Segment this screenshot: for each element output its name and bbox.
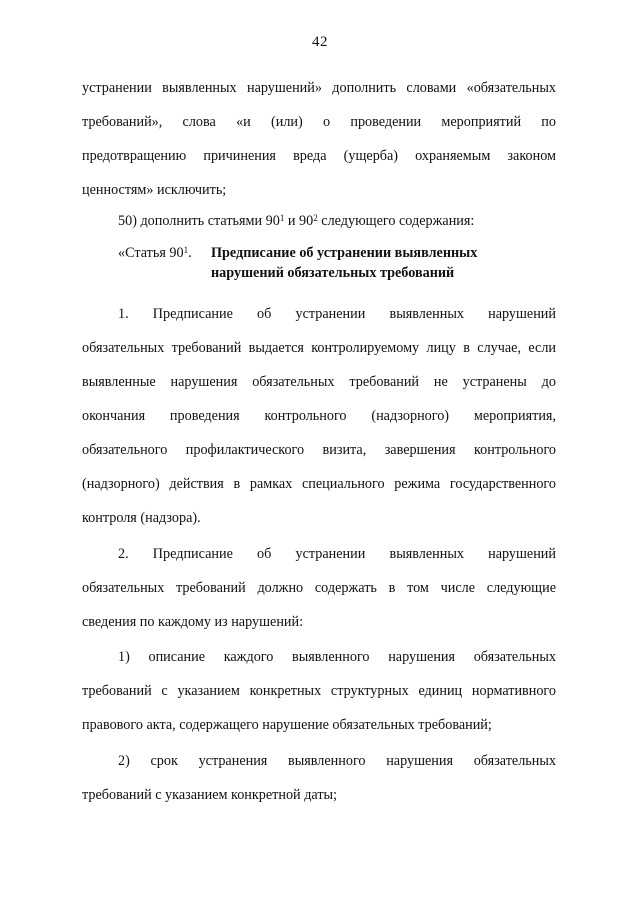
text-line: устранении выявленных нарушений» дополнить словами «обязательных xyxy=(82,80,556,96)
text-line: 1) описание каждого выявленного нарушения обязательных xyxy=(118,649,556,665)
superscript: 1 xyxy=(183,245,189,255)
text-line: правового акта, содержащего нарушение обязательных требований; xyxy=(82,717,492,733)
text-line: выявленные нарушения обязательных требований не устранены до xyxy=(82,374,556,390)
text-line: (надзорного) действия в рамках специального режима государственного xyxy=(82,476,556,492)
text-fragment: 50) дополнить статьями 90 xyxy=(118,213,280,229)
text-line: 1. Предписание об устранении выявленных нарушений xyxy=(118,306,556,322)
text-line: обязательного профилактического визита, завершения контрольного xyxy=(82,442,556,458)
text-line: 2. Предписание об устранении выявленных нарушений xyxy=(118,546,556,562)
text-line: контроля (надзора). xyxy=(82,510,201,526)
text-line: требований с указанием конкретной даты; xyxy=(82,787,338,803)
text-line: сведения по каждому из нарушений: xyxy=(82,614,304,630)
text-line: требований с указанием конкретных структурных единиц нормативного xyxy=(82,683,556,699)
text-line: ценностям» исключить; xyxy=(82,182,227,198)
text-line: 2) срок устранения выявленного нарушения обязательных xyxy=(118,753,556,769)
amendment-line xyxy=(118,212,556,230)
article-title-line: Предписание об устранении выявленных xyxy=(211,245,478,261)
text-line: предотвращению причинения вреда (ущерба) охраняемым законом xyxy=(82,148,556,164)
page-number: 42 xyxy=(312,34,328,50)
text-line: обязательных требований должно содержать в том числе следующие xyxy=(82,580,556,596)
text-fragment: «Статья 90 xyxy=(118,245,184,261)
article-label xyxy=(118,244,192,262)
text-fragment: и 90 xyxy=(284,213,314,229)
text-fragment: . xyxy=(188,245,192,261)
superscript: 2 xyxy=(313,213,318,223)
article-title-line: нарушений обязательных требований xyxy=(211,265,455,281)
superscript: 1 xyxy=(279,213,285,223)
text-fragment: следующего содержания: xyxy=(317,213,475,229)
text-line: окончания проведения контрольного (надзорного) мероприятия, xyxy=(82,408,556,424)
text-line: требований», слова «и (или) о проведении мероприятий по xyxy=(82,114,556,130)
text-line: обязательных требований выдается контролируемому лицу в случае, если xyxy=(82,340,556,356)
